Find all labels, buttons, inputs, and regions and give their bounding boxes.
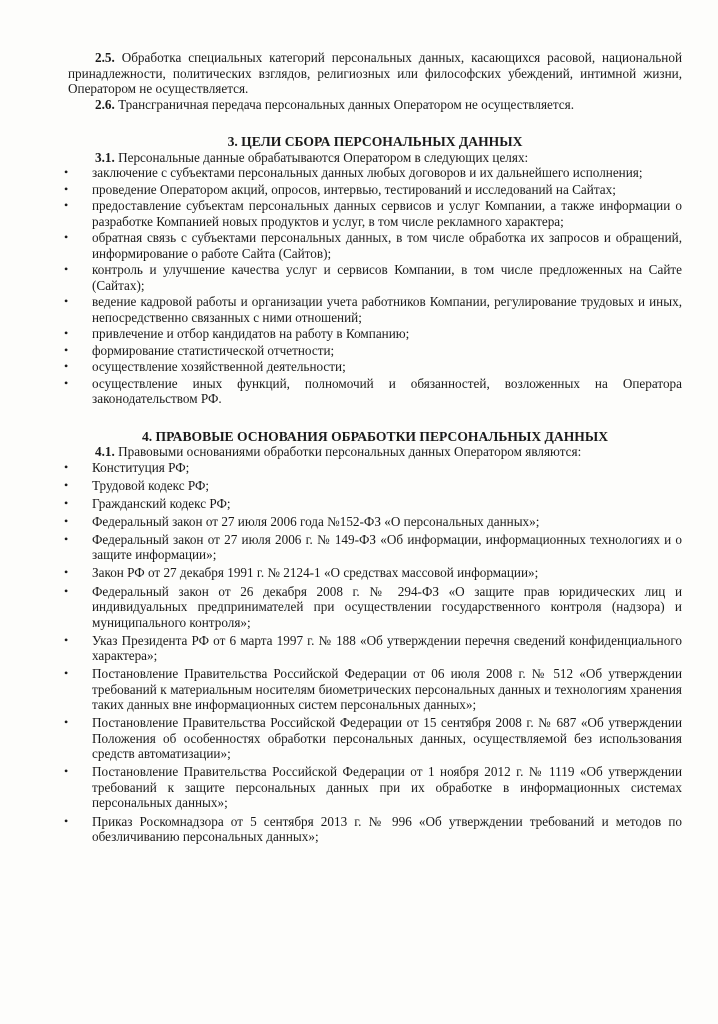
list-item <box>64 230 682 261</box>
list-item-text: Постановление Правительства Российской Федерации от 06 июля 2008 г. № 512 «Об утверждении требований к материальным носителям биометрических персональных данных и технологиям хранения таких данных вне информационных систем персональных данных»; <box>92 666 682 713</box>
bullet-icon: • <box>64 459 69 474</box>
list-item <box>64 262 682 293</box>
list-item-text: проведение Оператором акций, опросов, интервью, тестирований и исследований на Сайтах; <box>92 181 616 197</box>
list-item-text: Гражданский кодекс РФ; <box>92 495 231 511</box>
list-item-text: Постановление Правительства Российской Федерации от 15 сентября 2008 г. № 687 «Об утверждении Положения об особенностях обработки персональных данных, осуществляемой без использования средств автоматизации»; <box>92 715 682 762</box>
bullet-icon: • <box>64 375 69 390</box>
bullet-icon: • <box>64 531 69 546</box>
clause-number: 2.5. <box>95 50 115 65</box>
list-item <box>64 375 682 407</box>
list-item <box>64 326 682 342</box>
bullet-icon: • <box>64 495 69 510</box>
bullet-icon: • <box>64 477 69 492</box>
bullet-icon: • <box>64 181 69 196</box>
bullet-icon: • <box>64 565 69 580</box>
bullet-icon: • <box>64 513 69 528</box>
clause-number: 4.1. <box>95 444 115 459</box>
list-item <box>64 198 682 229</box>
list-item-text: Федеральный закон от 27 июля 2006 года №152-ФЗ «О персональных данных»; <box>92 513 540 529</box>
section-3-intro <box>68 150 682 166</box>
bullet-icon: • <box>64 326 69 340</box>
section-3-title: 3. ЦЕЛИ СБОРА ПЕРСОНАЛЬНЫХ ДАННЫХ <box>227 134 523 149</box>
paragraph-2-5 <box>68 50 682 97</box>
bullet-icon: • <box>64 632 69 647</box>
list-item-text: предоставление субъектам персональных данных сервисов и услуг Компании, а также информации о разработке Компанией новых продуктов и услуг, в том числе рекламного характера; <box>92 198 682 229</box>
bullet-icon: • <box>64 342 69 357</box>
list-item <box>64 583 682 631</box>
list-item <box>64 477 682 494</box>
list-item <box>64 359 682 375</box>
clause-text: Персональные данные обрабатываются Оператором в следующих целях: <box>118 149 529 165</box>
list-item-text: заключение с субъектами персональных данных любых договоров и их дальнейшего исполнения; <box>92 165 643 180</box>
list-item-text: формирование статистической отчетности; <box>92 342 335 358</box>
bullet-icon: • <box>64 666 69 681</box>
bullet-icon: • <box>64 198 69 212</box>
list-item <box>64 513 682 530</box>
bullet-icon: • <box>64 230 69 244</box>
bullet-icon: • <box>64 165 69 179</box>
list-item <box>64 459 682 476</box>
bullet-icon: • <box>64 715 69 730</box>
list-item-text: Указ Президента РФ от 6 марта 1997 г. № 188 «Об утверждении перечня сведений конфиденциального характера»; <box>92 632 682 664</box>
list-item <box>64 813 682 845</box>
list-item <box>64 715 682 762</box>
clause-text: Трансграничная передача персональных данных Оператором не осуществляется. <box>118 96 575 112</box>
bullet-icon: • <box>64 359 69 373</box>
list-item <box>64 764 682 811</box>
section-3 <box>64 134 682 407</box>
list-item-text: привлечение и отбор кандидатов на работу в Компанию; <box>92 326 410 341</box>
list-item-text: Федеральный закон от 27 июля 2006 г. № 149-ФЗ «Об информации, информационных технологиях и о защите информации»; <box>92 531 682 563</box>
bullet-icon: • <box>64 813 69 828</box>
list-item-text: Приказ Роскомнадзора от 5 сентября 2013 г. № 996 «Об утверждении требований и методов по обезличиванию персональных данных»; <box>92 813 682 845</box>
list-item <box>64 342 682 359</box>
list-item-text: осуществление иных функций, полномочий и обязанностей, возложенных на Оператора законодательством РФ. <box>92 375 682 406</box>
paragraph-2-6 <box>68 97 682 113</box>
list-item <box>64 165 682 181</box>
clause-text: Обработка специальных категорий персональных данных, касающихся расовой, национальной принадлежности, политических взглядов, религиозных или философских убеждений, интимной жизни, Оператором не осуществляется. <box>68 50 682 96</box>
list-item <box>64 181 682 198</box>
list-item <box>64 495 682 512</box>
list-item-text: Трудовой кодекс РФ; <box>92 477 210 493</box>
bullet-icon: • <box>64 294 69 308</box>
list-item <box>64 565 682 581</box>
list-item-text: обратная связь с субъектами персональных данных, в том числе обработка их запросов и обращений, информирование о работе Сайта (Сайтов); <box>92 230 682 261</box>
clause-number: 3.1. <box>95 149 115 165</box>
list-item-text: Постановление Правительства Российской Федерации от 1 ноября 2012 г. № 1119 «Об утверждении требований к защите персональных данных при их обработке в информационных системах персональных данных»; <box>92 764 682 811</box>
list-item-text: Конституция РФ; <box>92 459 190 475</box>
list-item <box>64 632 682 664</box>
clause-number: 2.6. <box>95 96 115 112</box>
section-4-title: 4. ПРАВОВЫЕ ОСНОВАНИЯ ОБРАБОТКИ ПЕРСОНАЛЬНЫХ ДАННЫХ <box>141 428 609 444</box>
list-item <box>64 531 682 563</box>
section-4-list <box>64 459 682 845</box>
list-item-text: Закон РФ от 27 декабря 1991 г. № 2124-1 «О средствах массовой информации»; <box>92 565 539 581</box>
list-item-text: Федеральный закон от 26 декабря 2008 г. № 294-ФЗ «О защите прав юридических лиц и индивидуальных предпринимателей при осуществлении государственного контроля (надзора) и муниципального контроля»; <box>92 583 682 630</box>
bullet-icon: • <box>64 764 69 779</box>
list-item <box>64 666 682 713</box>
section-4 <box>64 428 682 845</box>
bullet-icon: • <box>64 262 69 276</box>
clause-text: Правовыми основаниями обработки персональных данных Оператором являются: <box>118 444 582 459</box>
list-item-text: контроль и улучшение качества услуг и сервисов Компании, в том числе предложенных на Сайте (Сайтах); <box>92 262 682 293</box>
list-item-text: осуществление хозяйственной деятельности; <box>92 359 346 374</box>
section-3-list <box>64 165 682 407</box>
section-4-intro <box>68 444 682 460</box>
bullet-icon: • <box>64 583 69 598</box>
list-item-text: ведение кадровой работы и организации учета работников Компании, регулирование трудовых и иных, непосредственно связанных с ними отношений; <box>92 294 682 325</box>
list-item <box>64 294 682 325</box>
